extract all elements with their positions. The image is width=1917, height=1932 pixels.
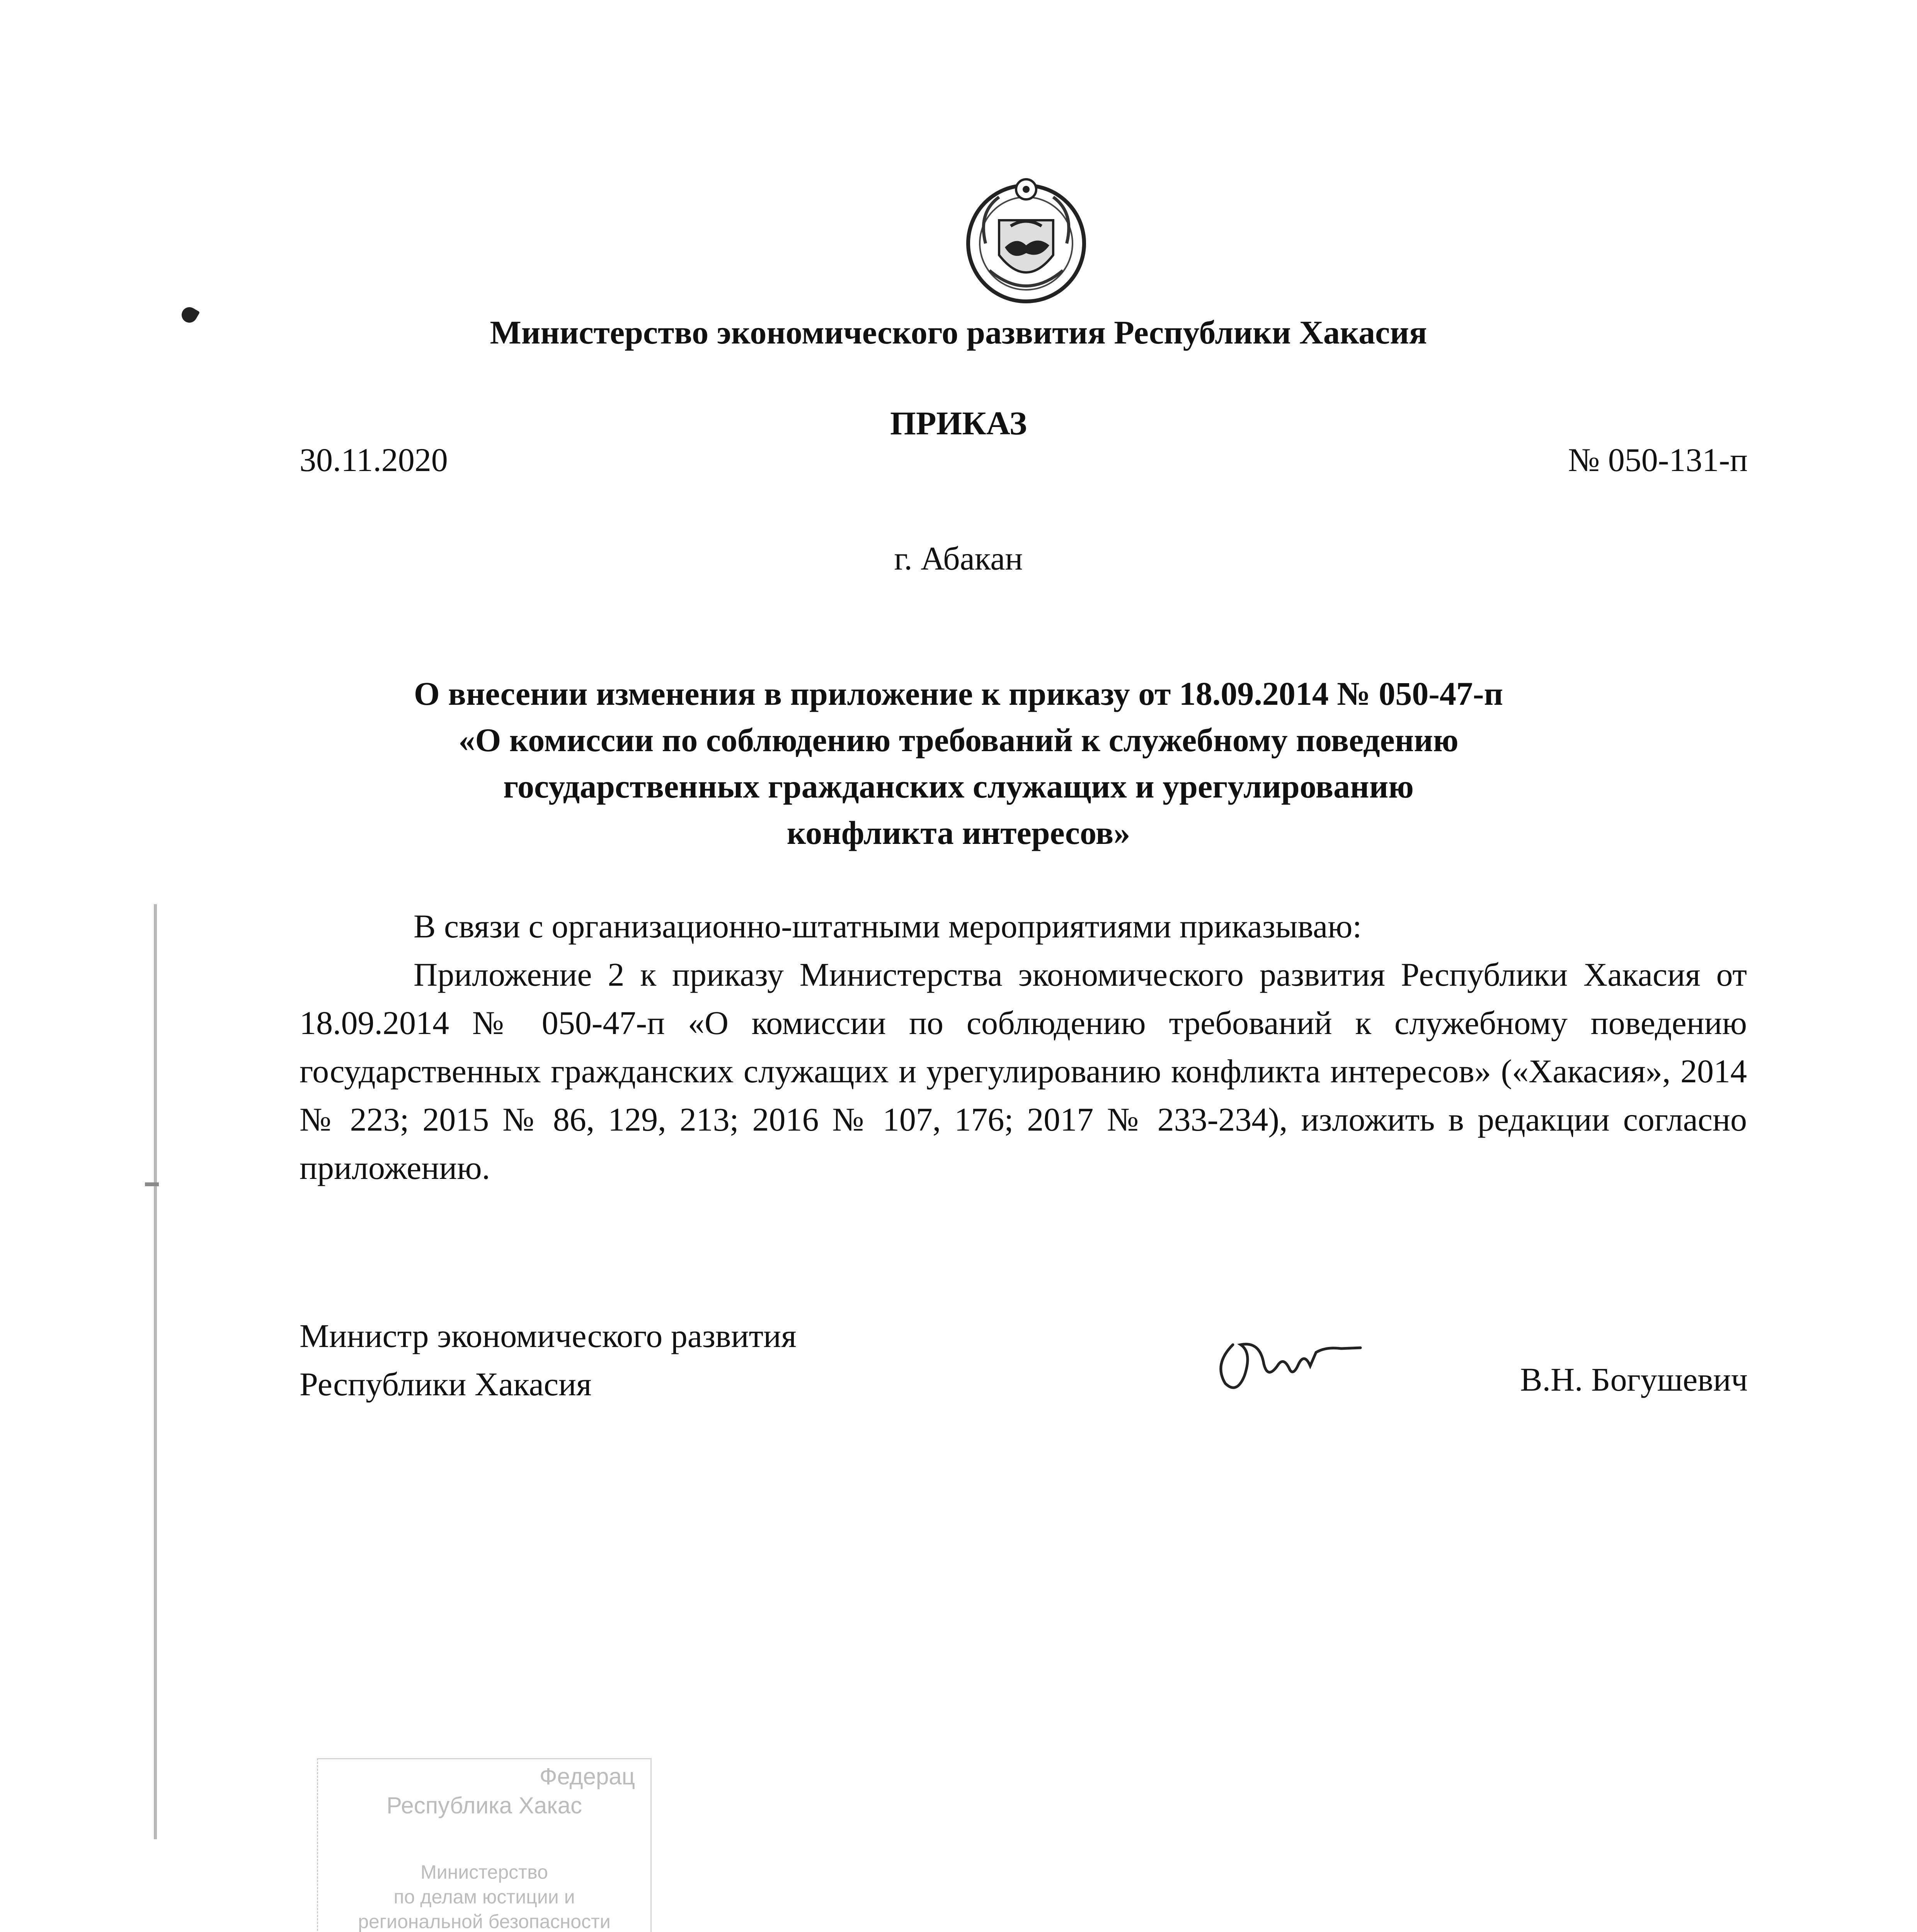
- title-line: «О комиссии по соблюдению требований к служебному поведению: [458, 721, 1459, 759]
- title-line: О внесении изменения в приложение к приказу от 18.09.2014 № 050-47-п: [414, 675, 1503, 712]
- handwritten-signature: [1210, 1329, 1364, 1395]
- document-date: 30.11.2020: [300, 441, 448, 478]
- document-body: [300, 902, 1747, 1192]
- coat-of-arms-emblem: [962, 166, 1090, 309]
- document-number: № 050-131-п: [1568, 441, 1748, 478]
- stamp-text: Министерство: [421, 1861, 548, 1883]
- body-paragraph-intro: В связи с организационно-штатными мероприятиями приказываю:: [414, 908, 1362, 945]
- signer-name: В.Н. Богушевич: [1520, 1361, 1748, 1398]
- signer-position-line: Республики Хакасия: [300, 1366, 592, 1403]
- document-title: [232, 670, 1685, 856]
- document-type: ПРИКАЗ: [890, 405, 1027, 442]
- stamp-text: Федерац: [539, 1764, 635, 1789]
- signer-position-line: Министр экономического развития: [300, 1317, 797, 1354]
- document-city: г. Абакан: [894, 540, 1023, 577]
- title-line: государственных гражданских служащих и урегулированию: [503, 768, 1414, 805]
- binding-mark: [145, 1182, 159, 1186]
- stamp-text: региональной безопасности: [358, 1911, 611, 1932]
- registration-stamp: [317, 1758, 652, 1932]
- stamp-text: Республика Хакас: [386, 1793, 582, 1818]
- body-paragraph-order: Приложение 2 к приказу Министерства экономического развития Республики Хакасия от 18.09.2014 № 050-47-п «О комиссии по соблюдению требований к служебному поведению государственных гражданских служащих и урегулированию конфликта интересов» («Хакасия», 2014 № 223; 2015 № 86, 129, 213; 2016 № 107, 176; 2017 № 233-234), изложить в редакции согласно приложению.: [300, 956, 1747, 1186]
- ministry-name: Министерство экономического развития Республики Хакасия: [490, 314, 1427, 351]
- title-line: конфликта интересов»: [787, 814, 1130, 851]
- stamp-ministry-text: [318, 1860, 650, 1932]
- signer-position: [300, 1312, 797, 1408]
- stamp-text: по делам юстиции и: [393, 1886, 575, 1908]
- binding-line: [154, 904, 157, 1839]
